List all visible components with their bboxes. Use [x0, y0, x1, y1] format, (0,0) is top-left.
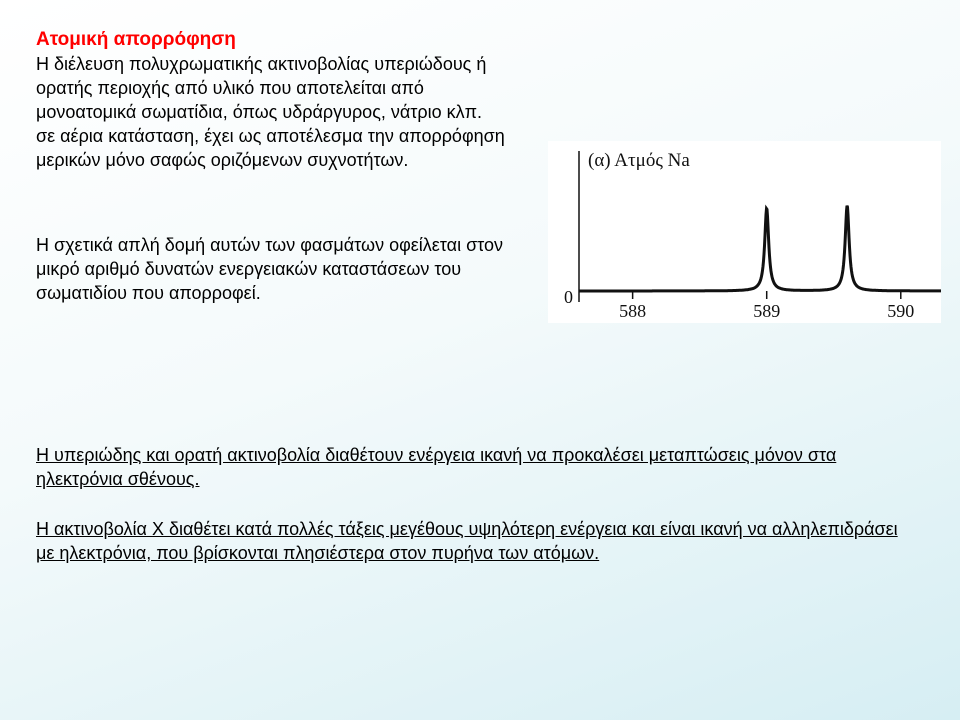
x-tick-label-590: 590: [887, 301, 915, 321]
paragraph-uv-visible: Η υπεριώδης και ορατή ακτινοβολία διαθέτουν ενέργεια ικανή να προκαλέσει μεταπτώσεις μόνον στα ηλεκτρόνια σθένους.: [36, 445, 837, 489]
spectrum-line: [579, 206, 941, 291]
spectrum-chart: [548, 141, 941, 323]
paragraph-xray: Η ακτινοβολία Χ διαθέτει κατά πολλές τάξεις μεγέθους υψηλότερη ενέργεια και είναι ικανή να αλληλεπιδράσει με ηλεκτρόνια, που βρίσκονται πλησιέστερα στον πυρήνα των ατόμων.: [36, 519, 898, 563]
y-tick-label-0: 0: [564, 287, 573, 307]
x-tick-label-588: 588: [619, 301, 647, 321]
x-tick-label-589: 589: [753, 301, 781, 321]
paragraph-description: Η διέλευση πολυχρωματικής ακτινοβολίας υπεριώδους ή ορατής περιοχής από υλικό που αποτελείται από μονοατομικά σωματίδια, όπως υδράργυρος, νάτριο κλπ. σε αέρια κατάσταση, έχει ως αποτέλεσμα την απορρόφηση μερικών μόνο σαφώς οριζόμενων συχνοτήτων.: [36, 54, 505, 170]
slide-title: Ατομική απορρόφηση: [36, 29, 236, 50]
chart-title: (α) Ατμός Na: [588, 150, 690, 171]
sodium-spectrum-figure: [548, 141, 941, 323]
paragraph-structure: Η σχετικά απλή δομή αυτών των φασμάτων οφείλεται στον μικρό αριθμό δυνατών ενεργειακών καταστάσεων του σωματιδίου που απορροφεί.: [36, 235, 504, 303]
x-ticks: [619, 291, 914, 321]
